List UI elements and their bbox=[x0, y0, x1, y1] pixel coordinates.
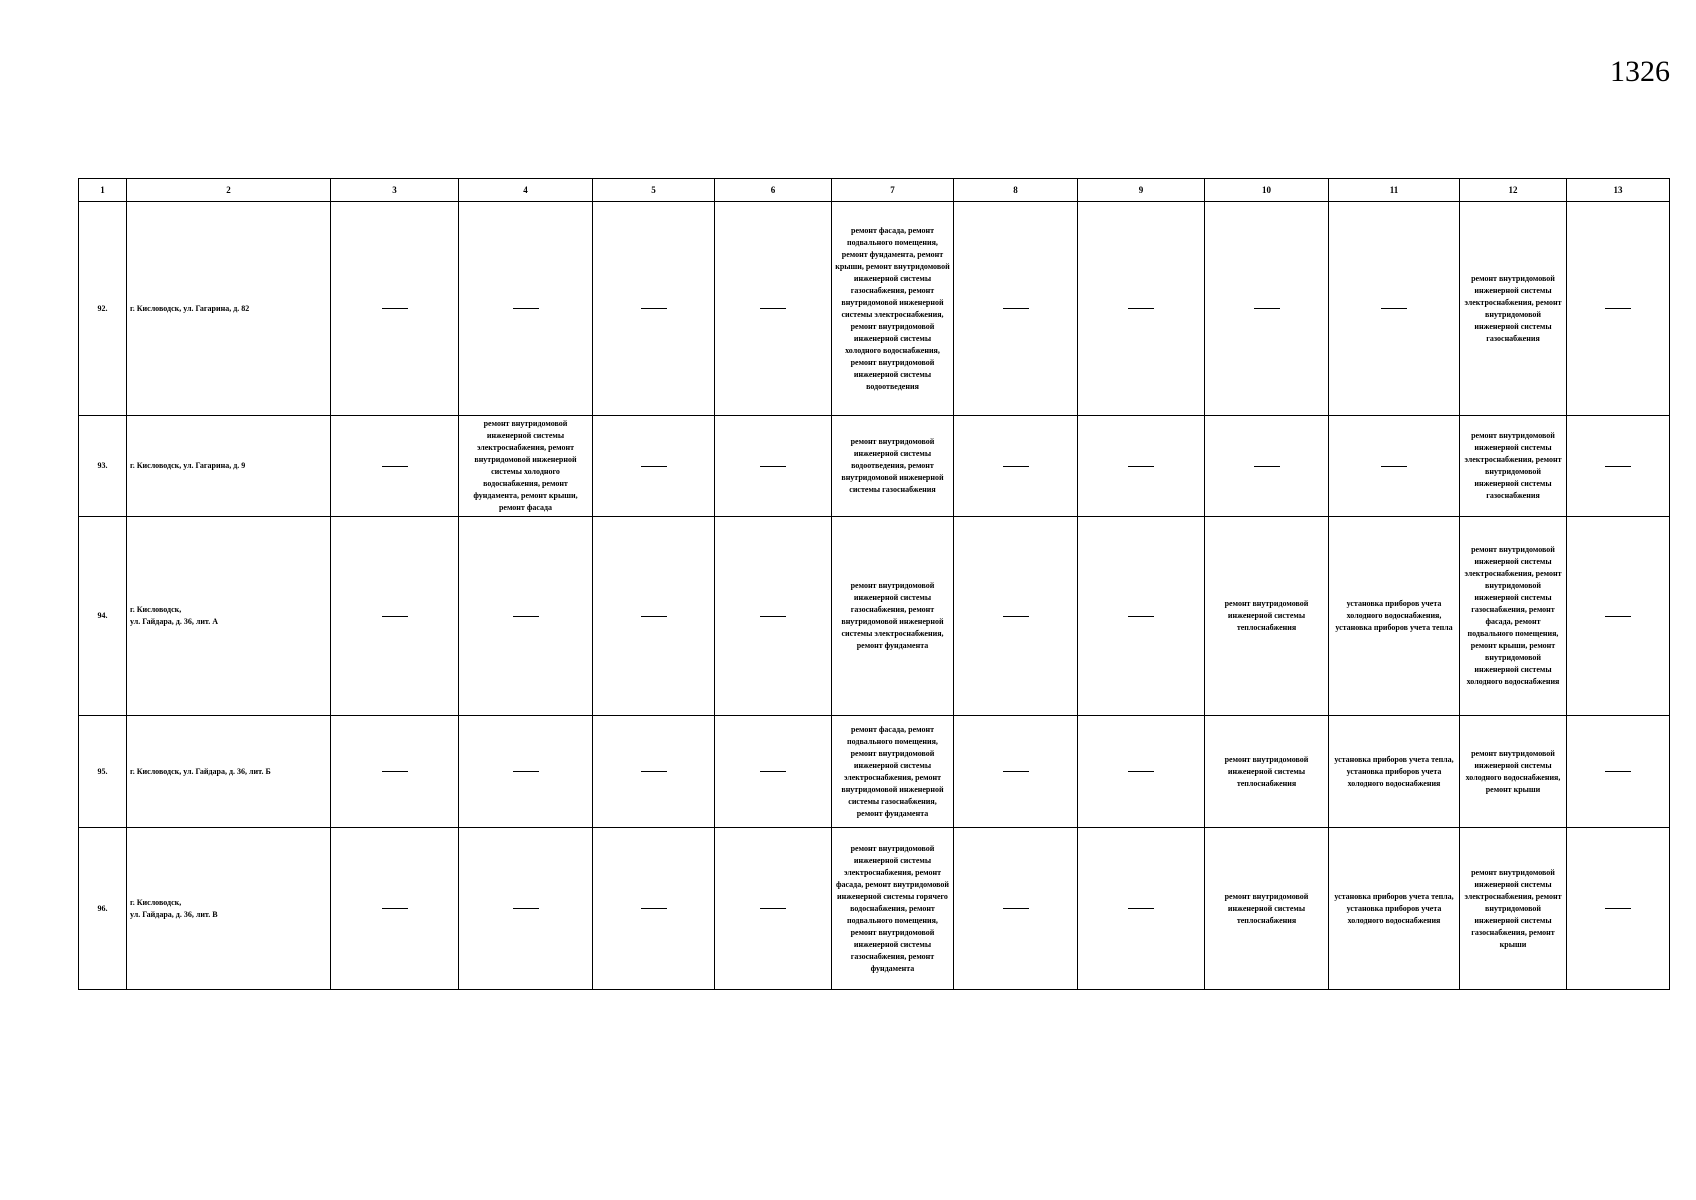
row-number: 93. bbox=[79, 416, 127, 517]
works-cell: установка приборов учета тепла, установка приборов учета холодного водоснабжения bbox=[1329, 716, 1460, 828]
works-cell: ремонт внутридомовой инженерной системы холодного водоснабжения, ремонт крыши bbox=[1460, 716, 1567, 828]
dash-mark bbox=[1003, 771, 1029, 772]
empty-cell bbox=[1567, 202, 1670, 416]
empty-cell bbox=[593, 202, 715, 416]
column-number: 9 bbox=[1078, 179, 1205, 202]
dash-mark bbox=[382, 466, 408, 467]
dash-mark bbox=[1128, 908, 1154, 909]
dash-mark bbox=[1605, 308, 1631, 309]
address-line: ул. Гайдара, д. 36, лит. В bbox=[130, 909, 218, 919]
works-cell: ремонт внутридомовой инженерной системы водоотведения, ремонт внутридомовой инженерной системы газоснабжения bbox=[832, 416, 954, 517]
empty-cell bbox=[593, 828, 715, 990]
empty-cell bbox=[459, 517, 593, 716]
dash-mark bbox=[1003, 616, 1029, 617]
dash-mark bbox=[760, 771, 786, 772]
dash-mark bbox=[382, 908, 408, 909]
empty-cell bbox=[1078, 416, 1205, 517]
dash-mark bbox=[760, 908, 786, 909]
repair-program-table bbox=[78, 178, 1670, 990]
empty-cell bbox=[954, 517, 1078, 716]
dash-mark bbox=[1254, 466, 1280, 467]
row-number: 96. bbox=[79, 828, 127, 990]
empty-cell bbox=[331, 828, 459, 990]
address-line: г. Кисловодск, bbox=[130, 605, 182, 614]
empty-cell bbox=[715, 716, 832, 828]
works-cell: ремонт внутридомовой инженерной системы электроснабжения, ремонт внутридомовой инженерной системы газоснабжения bbox=[1460, 416, 1567, 517]
empty-cell bbox=[1567, 416, 1670, 517]
empty-cell bbox=[1329, 202, 1460, 416]
empty-cell bbox=[331, 202, 459, 416]
dash-mark bbox=[760, 308, 786, 309]
column-number: 1 bbox=[79, 179, 127, 202]
empty-cell bbox=[1078, 517, 1205, 716]
works-cell: ремонт внутридомовой инженерной системы теплоснабжения bbox=[1205, 828, 1329, 990]
works-cell: ремонт внутридомовой инженерной системы электроснабжения, ремонт внутридомовой инженерной системы газоснабжения bbox=[1460, 202, 1567, 416]
empty-cell bbox=[459, 202, 593, 416]
dash-mark bbox=[1381, 466, 1407, 467]
dash-mark bbox=[1128, 466, 1154, 467]
empty-cell bbox=[593, 716, 715, 828]
page-number: 1326 bbox=[1610, 55, 1670, 88]
dash-mark bbox=[1605, 466, 1631, 467]
dash-mark bbox=[641, 466, 667, 467]
table-row bbox=[79, 828, 1670, 990]
dash-mark bbox=[1605, 616, 1631, 617]
dash-mark bbox=[382, 771, 408, 772]
dash-mark bbox=[641, 308, 667, 309]
dash-mark bbox=[760, 466, 786, 467]
empty-cell bbox=[459, 716, 593, 828]
empty-cell bbox=[1078, 716, 1205, 828]
dash-mark bbox=[1605, 908, 1631, 909]
row-number: 95. bbox=[79, 716, 127, 828]
dash-mark bbox=[382, 616, 408, 617]
empty-cell bbox=[1078, 828, 1205, 990]
empty-cell bbox=[331, 416, 459, 517]
column-number: 8 bbox=[954, 179, 1078, 202]
dash-mark bbox=[641, 616, 667, 617]
empty-cell bbox=[715, 828, 832, 990]
column-number: 3 bbox=[331, 179, 459, 202]
address-cell: г. Кисловодск, ул. Гайдара, д. 36, лит. Б bbox=[127, 716, 331, 828]
dash-mark bbox=[1003, 908, 1029, 909]
works-cell: ремонт внутридомовой инженерной системы теплоснабжения bbox=[1205, 716, 1329, 828]
column-number: 11 bbox=[1329, 179, 1460, 202]
address-line: ул. Гайдара, д. 36, лит. А bbox=[130, 617, 219, 626]
address-line: г. Кисловодск, bbox=[130, 897, 182, 907]
works-cell: ремонт внутридомовой инженерной системы электроснабжения, ремонт внутридомовой инженерной системы газоснабжения, ремонт фасада, ремонт подвального помещения, ремонт крыши, ремонт внутридомовой инженерной системы холодного водоснабжения bbox=[1460, 517, 1567, 716]
column-number: 4 bbox=[459, 179, 593, 202]
empty-cell bbox=[1567, 716, 1670, 828]
table-row bbox=[79, 716, 1670, 828]
dash-mark bbox=[1128, 308, 1154, 309]
empty-cell bbox=[331, 716, 459, 828]
empty-cell bbox=[715, 202, 832, 416]
empty-cell bbox=[954, 416, 1078, 517]
empty-cell bbox=[459, 828, 593, 990]
dash-mark bbox=[760, 616, 786, 617]
dash-mark bbox=[1003, 308, 1029, 309]
empty-cell bbox=[954, 202, 1078, 416]
empty-cell bbox=[954, 716, 1078, 828]
empty-cell bbox=[331, 517, 459, 716]
address-cell: г. Кисловодск, ул. Гагарина, д. 82 bbox=[127, 202, 331, 416]
address-cell bbox=[127, 517, 331, 716]
works-cell: ремонт внутридомовой инженерной системы газоснабжения, ремонт внутридомовой инженерной системы электроснабжения, ремонт фундамента bbox=[832, 517, 954, 716]
column-number: 13 bbox=[1567, 179, 1670, 202]
dash-mark bbox=[513, 616, 539, 617]
address-cell: г. Кисловодск, ул. Гагарина, д. 9 bbox=[127, 416, 331, 517]
empty-cell bbox=[1205, 202, 1329, 416]
row-number: 92. bbox=[79, 202, 127, 416]
works-cell: ремонт внутридомовой инженерной системы электроснабжения, ремонт фасада, ремонт внутридомовой инженерной системы горячего водоснабжения, ремонт подвального помещения, ремонт внутридомовой инженерной системы газоснабжения, ремонт фундамента bbox=[832, 828, 954, 990]
dash-mark bbox=[1605, 771, 1631, 772]
dash-mark bbox=[513, 308, 539, 309]
dash-mark bbox=[1254, 308, 1280, 309]
works-cell: ремонт фасада, ремонт подвального помещения, ремонт фундамента, ремонт крыши, ремонт внутридомовой инженерной системы газоснабжения, ремонт внутридомовой инженерной системы электроснабжения, ремонт внутридомовой инженерной системы холодного водоснабжения, ремонт внутридомовой инженерной системы водоотведения bbox=[832, 202, 954, 416]
empty-cell bbox=[593, 416, 715, 517]
works-cell: ремонт внутридомовой инженерной системы электроснабжения, ремонт внутридомовой инженерной системы холодного водоснабжения, ремонт фундамента, ремонт крыши, ремонт фасада bbox=[459, 416, 593, 517]
empty-cell bbox=[715, 416, 832, 517]
dash-mark bbox=[1003, 466, 1029, 467]
dash-mark bbox=[1128, 616, 1154, 617]
table-row bbox=[79, 517, 1670, 716]
empty-cell bbox=[1329, 416, 1460, 517]
column-number: 5 bbox=[593, 179, 715, 202]
empty-cell bbox=[593, 517, 715, 716]
works-cell: ремонт внутридомовой инженерной системы электроснабжения, ремонт внутридомовой инженерной системы газоснабжения, ремонт крыши bbox=[1460, 828, 1567, 990]
dash-mark bbox=[513, 771, 539, 772]
works-cell: ремонт фасада, ремонт подвального помещения, ремонт внутридомовой инженерной системы электроснабжения, ремонт внутридомовой инженерной системы газоснабжения, ремонт фундамента bbox=[832, 716, 954, 828]
row-number: 94. bbox=[79, 517, 127, 716]
dash-mark bbox=[1128, 771, 1154, 772]
column-number: 2 bbox=[127, 179, 331, 202]
empty-cell bbox=[1078, 202, 1205, 416]
works-cell: установка приборов учета холодного водоснабжения, установка приборов учета тепла bbox=[1329, 517, 1460, 716]
address-cell bbox=[127, 828, 331, 990]
table-row bbox=[79, 416, 1670, 517]
column-number: 10 bbox=[1205, 179, 1329, 202]
empty-cell bbox=[954, 828, 1078, 990]
dash-mark bbox=[1381, 308, 1407, 309]
column-number: 6 bbox=[715, 179, 832, 202]
empty-cell bbox=[1567, 517, 1670, 716]
dash-mark bbox=[641, 771, 667, 772]
dash-mark bbox=[513, 908, 539, 909]
table-row bbox=[79, 202, 1670, 416]
empty-cell bbox=[1567, 828, 1670, 990]
works-cell: ремонт внутридомовой инженерной системы теплоснабжения bbox=[1205, 517, 1329, 716]
dash-mark bbox=[382, 308, 408, 309]
dash-mark bbox=[641, 908, 667, 909]
empty-cell bbox=[1205, 416, 1329, 517]
empty-cell bbox=[715, 517, 832, 716]
column-number: 7 bbox=[832, 179, 954, 202]
column-number: 12 bbox=[1460, 179, 1567, 202]
works-cell: установка приборов учета тепла, установка приборов учета холодного водоснабжения bbox=[1329, 828, 1460, 990]
column-number-row bbox=[79, 179, 1670, 202]
